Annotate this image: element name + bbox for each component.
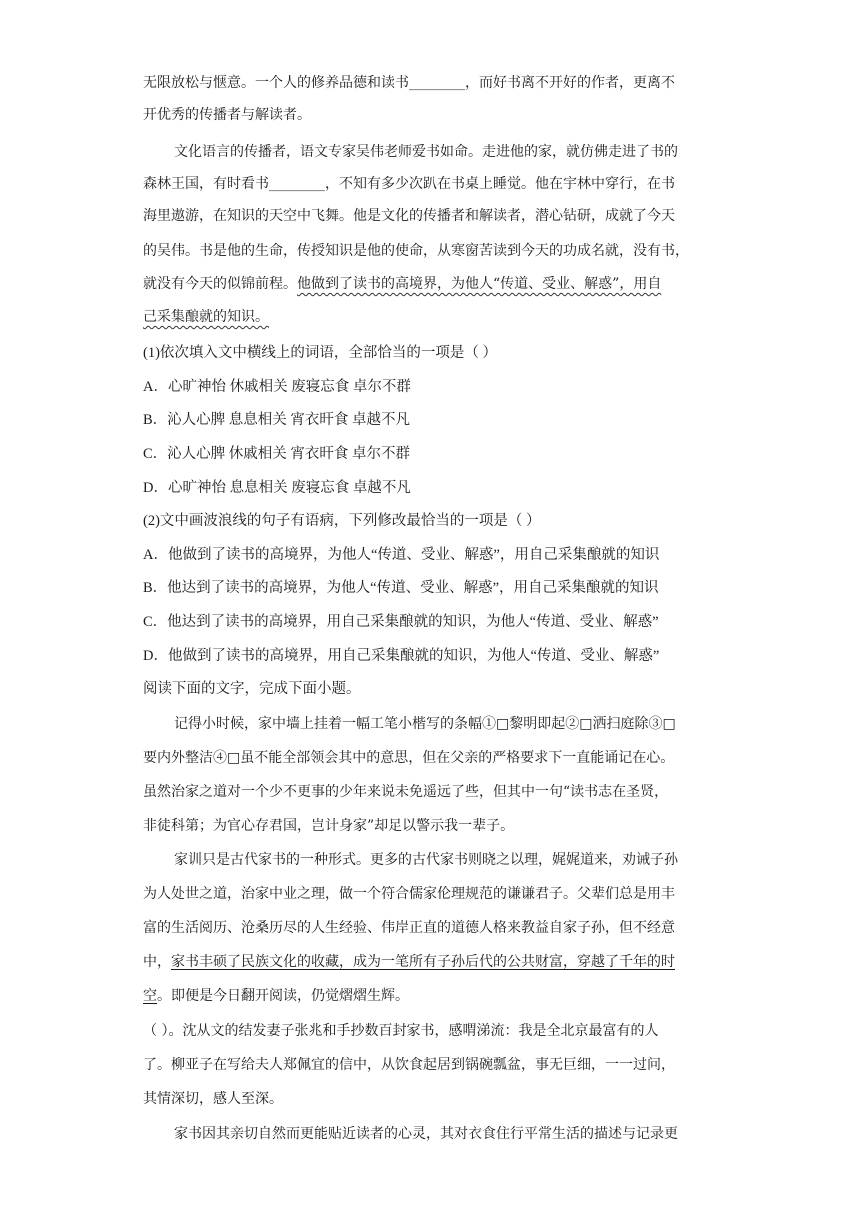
passage2-line <box>143 986 718 1006</box>
question-1-option-c[interactable]: C．沁人心脾 休戚相关 宵衣旰食 卓尔不群 <box>143 446 411 462</box>
question-1-option-d[interactable]: D．心旷神怡 息息相关 废寝忘食 卓越不凡 <box>143 480 411 496</box>
passage1-line: 森林王国，有时看书________，不知有多少次趴在书桌上睡觉。他在宇林中穿行，在书 <box>143 176 675 192</box>
passage1-line: 海里遨游，在知识的天空中飞舞。他是文化的传播者和解读者，潜心钻研，成就了今天 <box>143 208 675 224</box>
passage1-text: 就没有今天的似锦前程。 <box>143 276 297 292</box>
passage2-text: 。即便是今日翻开阅读，仍觉熠熠生辉。 <box>157 988 409 1004</box>
passage2-text: 中， <box>143 954 171 970</box>
passage2-line: 家训只是古代家书的一种形式。更多的古代家书则晓之以理，娓娓道来，劝诫子孙 <box>174 852 678 868</box>
passage1-line <box>143 307 718 327</box>
reading-instruction: 阅读下面的文字，完成下面小题。 <box>143 681 361 697</box>
passage1-line <box>143 274 718 294</box>
passage2-line: 其情深切，感人至深。 <box>143 1091 283 1107</box>
passage1-line: 无限放松与惬意。一个人的修养品德和读书________，而好书离不开好的作者，更离不 <box>143 75 675 91</box>
passage2-line: 富的生活阅历、沧桑历尽的人生经验、伟岸正直的道德人格来教益自家子孙，但不经意 <box>143 920 675 936</box>
passage1-line: 文化语言的传播者，语文专家吴伟老师爱书如命。走进他的家，就仿佛走进了书的 <box>174 144 678 160</box>
question-2-option-c[interactable]: C．他达到了读书的高境界，用自己采集酿就的知识，为他人“传道、受业、解惑” <box>143 614 659 630</box>
question-1-stem: (1)依次填入文中横线上的词语，全部恰当的一项是（ ） <box>143 345 498 361</box>
passage2-line: 虽然治家之道对一个少不更事的少年来说未免遥远了些，但其中一句“读书志在圣贤， <box>143 784 669 800</box>
passage2-line <box>143 952 718 972</box>
passage1-line: 开优秀的传播者与解读者。 <box>143 107 311 123</box>
question-2-option-d[interactable]: D．他做到了读书的高境界，用自己采集酿就的知识，为他人“传道、受业、解惑” <box>143 648 660 664</box>
question-2-stem: (2)文中画波浪线的句子有语病，下列修改最恰当的一项是（ ） <box>143 513 541 529</box>
passage2-line: 记得小时候，家中墙上挂着一幅工笔小楷写的条幅①□黎明即起②□洒扫庭除③□ <box>174 716 676 732</box>
passage2-line: 了。柳亚子在写给夫人郑佩宜的信中，从饮食起居到锅碗瓢盆，事无巨细，一一过问， <box>143 1057 675 1073</box>
passage2-line: 非徒科第；为官心存君国，岂计身家”却足以警示我一辈子。 <box>143 818 515 834</box>
question-1-option-a[interactable]: A．心旷神怡 休戚相关 废寝忘食 卓尔不群 <box>143 379 411 395</box>
passage2-line: 为人处世之道，治家中业之理，做一个符合儒家伦理规范的谦谦君子。父辈们总是用丰 <box>143 886 675 902</box>
wavy-underlined-sentence: 他做到了读书的高境界，为他人“传道、受业、解惑”，用自 <box>297 276 662 292</box>
passage2-line: （ ）。沈从文的结发妻子张兆和手抄数百封家书，感喟涕流：我是全北京最富有的人 <box>143 1023 659 1039</box>
passage2-line: 要内外整洁④□虽不能全部领会其中的意思，但在父亲的严格要求下一直能诵记在心。 <box>143 750 675 766</box>
wavy-underlined-sentence-end: 己采集酿就的知识。 <box>143 309 269 325</box>
question-1-option-b[interactable]: B．沁人心脾 息息相关 宵衣旰食 卓越不凡 <box>143 412 411 428</box>
underlined-sentence: 家书丰硕了民族文化的收藏，成为一笔所有子孙后代的公共财富，穿越了千年的时 <box>171 954 675 970</box>
question-2-option-a[interactable]: A．他做到了读书的高境界，为他人“传道、受业、解惑”，用自己采集酿就的知识 <box>143 547 660 563</box>
passage1-line: 的吴伟。书是他的生命，传授知识是他的使命，从寒窗苦读到今天的功成名就，没有书， <box>143 243 689 259</box>
question-2-option-b[interactable]: B．他达到了读书的高境界，为他人“传道、受业、解惑”，用自己采集酿就的知识 <box>143 580 659 596</box>
passage2-line: 家书因其亲切自然而更能贴近读者的心灵，其对衣食住行平常生活的描述与记录更 <box>174 1126 678 1142</box>
underlined-sentence-end: 空 <box>143 988 157 1004</box>
